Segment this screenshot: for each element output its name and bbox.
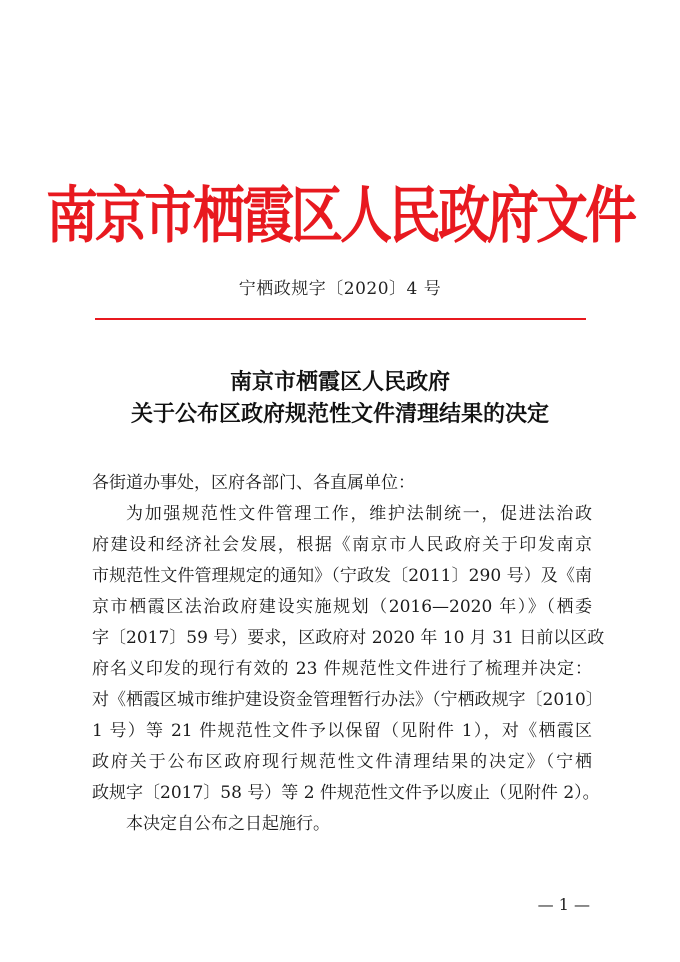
effective-date-statement: 本决定自公布之日起施行。 [126, 814, 330, 834]
paragraph-line: 府名义印发的现行有效的 23 件规范性文件进行了梳理并决定： [92, 659, 592, 679]
salutation: 各街道办事处，区府各部门、各直属单位： [92, 473, 415, 493]
paragraph-line: 政规字〔2017〕58 号）等 2 件规范性文件予以废止（见附件 2）。 [92, 783, 600, 803]
paragraph-line: 政府关于公布区政府现行规范性文件清理结果的决定》（宁栖 [92, 752, 592, 772]
paragraph-line: 对《栖霞区城市维护建设资金管理暂行办法》（宁栖政规字〔2010〕 [92, 690, 603, 710]
page-number: — 1 — [537, 895, 590, 914]
title-line-issuer: 南京市栖霞区人民政府 [229, 369, 450, 395]
paragraph-line: 京市栖霞区法治政府建设实施规划（2016—2020 年）》（栖委 [92, 597, 592, 617]
document-number: 宁栖政规字〔2020〕4 号 [238, 279, 442, 299]
red-divider-rule [95, 318, 586, 320]
title-line-subject: 关于公布区政府规范性文件清理结果的决定 [130, 401, 549, 427]
paragraph-line: 字〔2017〕59 号）要求，区政府对 2020 年 10 月 31 日前以区政 [92, 628, 605, 648]
document-title [0, 366, 680, 430]
paragraph-line: 1 号）等 21 件规范性文件予以保留（见附件 1），对《栖霞区 [92, 721, 592, 741]
main-paragraph [92, 499, 605, 809]
masthead-title: 南京市栖霞区人民政府文件 [45, 179, 634, 252]
paragraph-line: 为加强规范性文件管理工作，维护法制统一，促进法治政 [126, 504, 592, 524]
paragraph-line: 市规范性文件管理规定的通知》（宁政发〔2011〕290 号）及《南 [92, 566, 592, 586]
paragraph-line: 府建设和经济社会发展，根据《南京市人民政府关于印发南京 [92, 535, 592, 555]
